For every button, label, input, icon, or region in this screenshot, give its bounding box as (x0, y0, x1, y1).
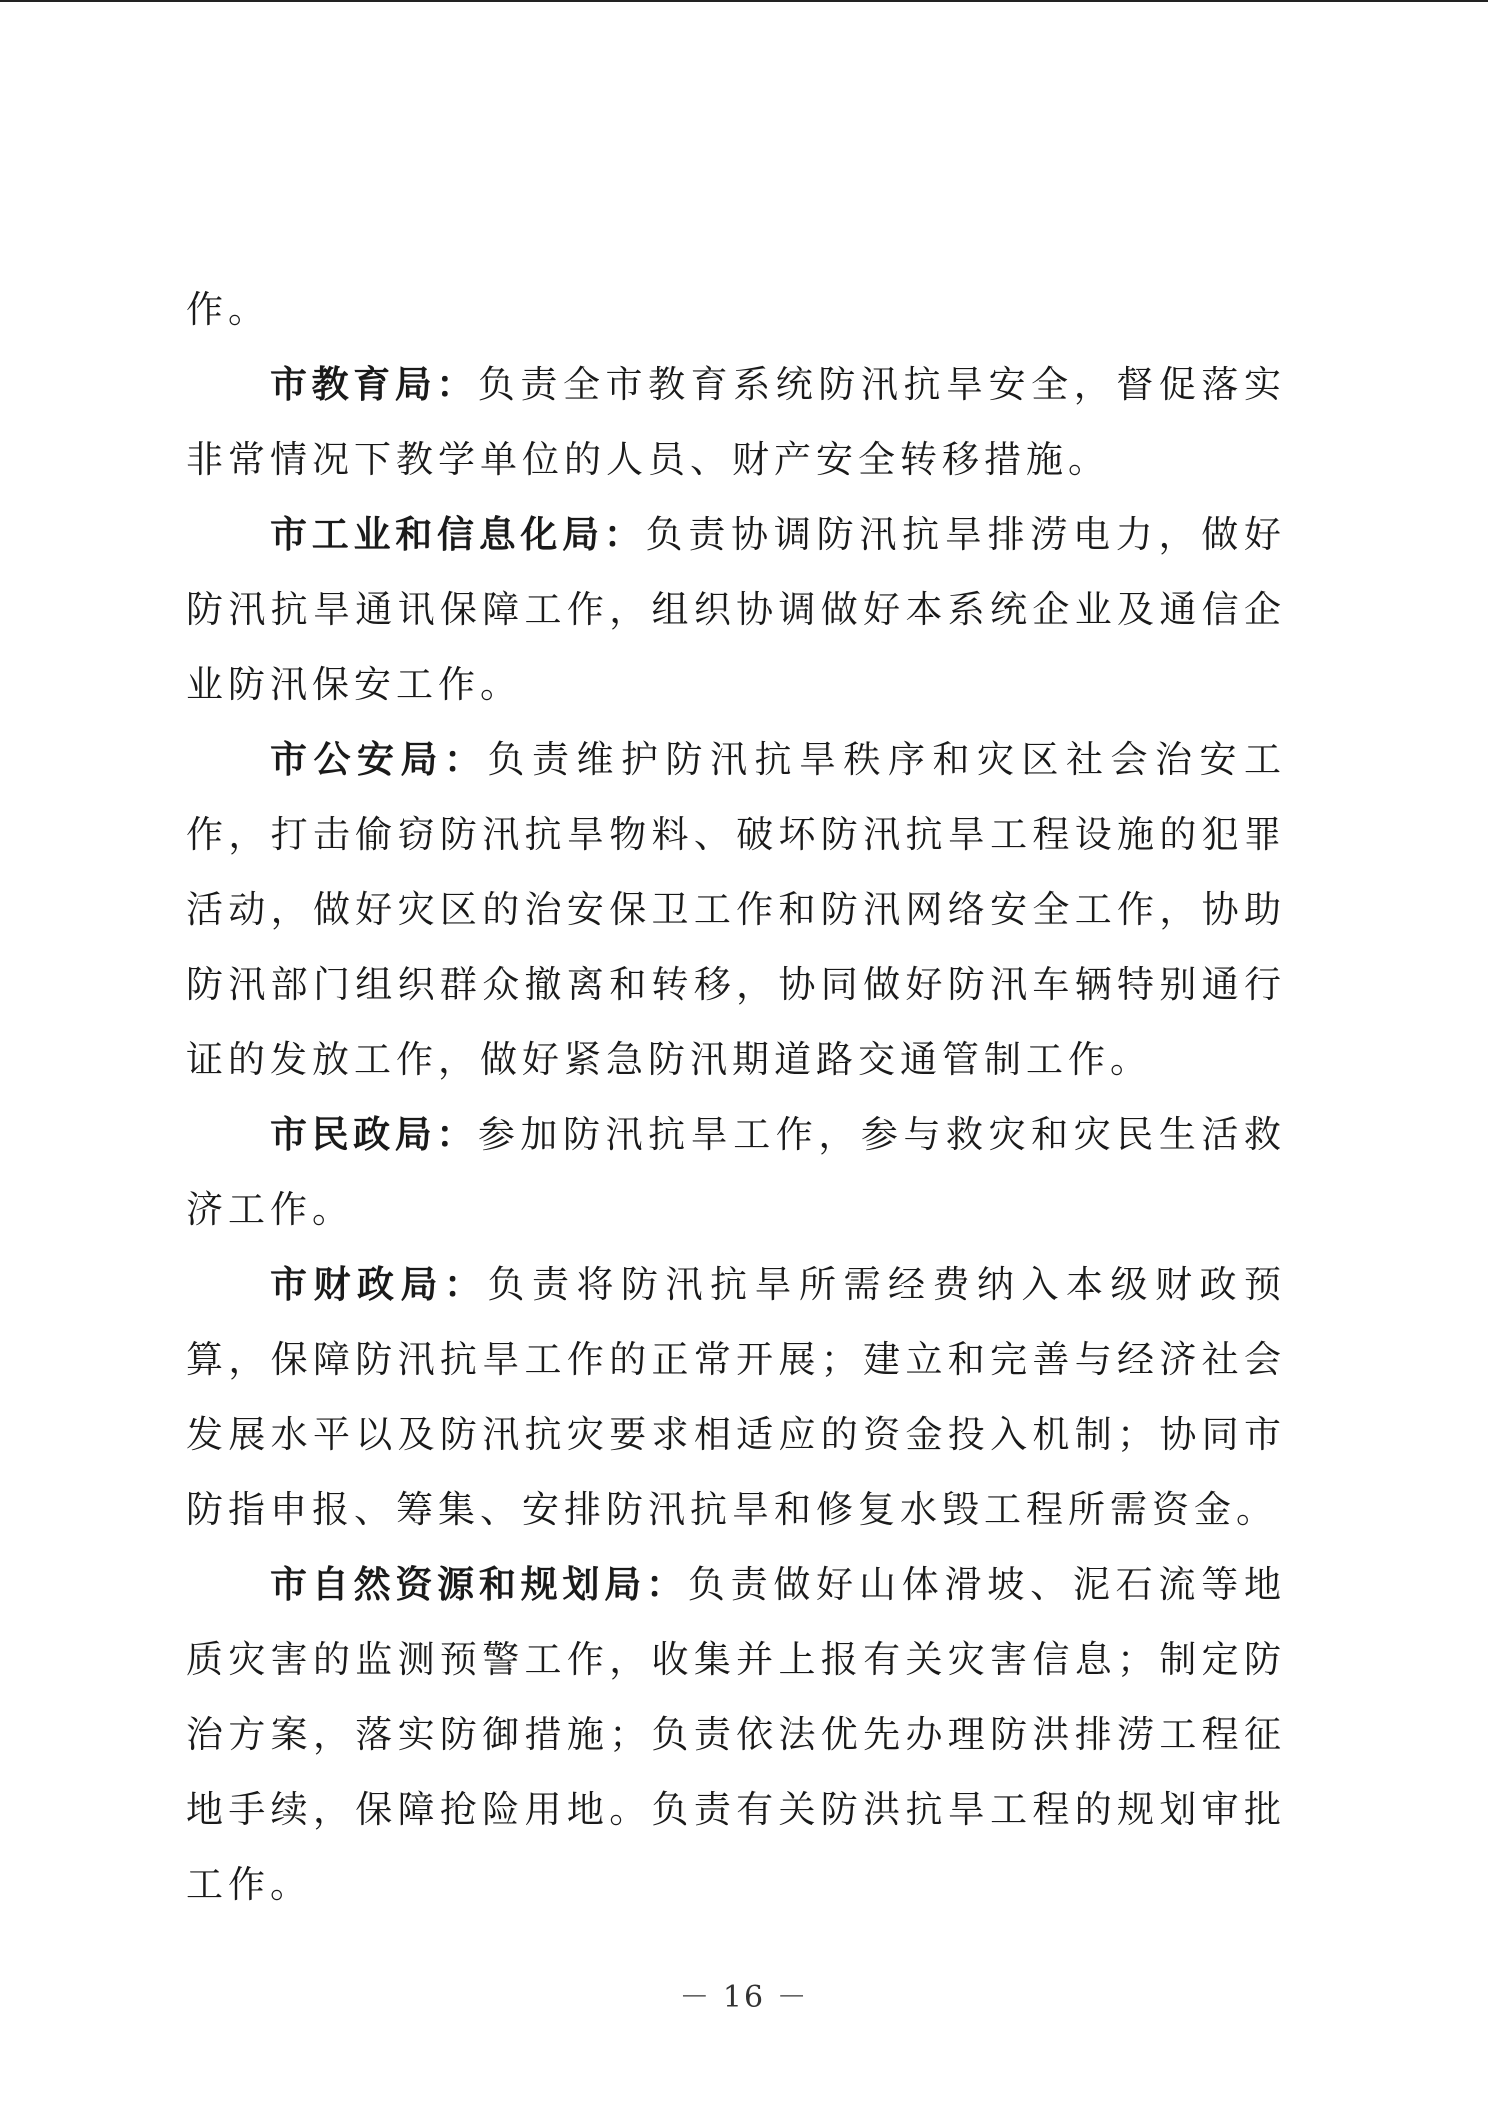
paragraph-civil-affairs-bureau (186, 1097, 1286, 1247)
paragraph-text: 负责做好山体滑坡、泥石流等地质灾害的监测预警工作，收集并上报有关灾害信息；制定防治方案，落实防御措施；负责依法优先办理防洪排涝工程征地手续，保障抢险用地。负责有关防洪抗旱工程的规划审批工作。 (186, 1563, 1287, 1906)
paragraph-text: 参加防汛抗旱工作，参与救灾和灾民生活救济工作。 (186, 1113, 1287, 1231)
paragraph-text: 负责维护防汛抗旱秩序和灾区社会治安工作，打击偷窃防汛抗旱物料、破坏防汛抗旱工程设施的犯罪活动，做好灾区的治安保卫工作和防汛网络安全工作，协助防汛部门组织群众撤离和转移，协同做好防汛车辆特别通行证的发放工作，做好紧急防汛期道路交通管制工作。 (186, 738, 1286, 1081)
dept-heading: 市工业和信息化局： (270, 513, 646, 556)
paragraph-public-security-bureau (186, 722, 1286, 1097)
paragraph-finance-bureau (186, 1247, 1286, 1547)
paragraph-text: 负责协调防汛抗旱排涝电力，做好防汛抗旱通讯保障工作，组织协调做好本系统企业及通信企业防汛保安工作。 (186, 513, 1287, 706)
paragraph-education-bureau (186, 347, 1286, 497)
paragraph-text: 负责将防汛抗旱所需经费纳入本级财政预算，保障防汛抗旱工作的正常开展；建立和完善与经济社会发展水平以及防汛抗灾要求相适应的资金投入机制；协同市防指申报、筹集、安排防汛抗旱和修复水毁工程所需资金。 (186, 1263, 1286, 1531)
dept-heading: 市公安局： (270, 738, 488, 781)
paragraph-text: 负责全市教育系统防汛抗旱安全，督促落实非常情况下教学单位的人员、财产安全转移措施。 (186, 363, 1287, 481)
dept-heading: 市财政局： (270, 1263, 488, 1306)
dept-heading: 市自然资源和规划局： (270, 1563, 688, 1606)
paragraph-industry-it-bureau (186, 497, 1286, 722)
document-body (186, 272, 1286, 1922)
page-number: － 16 － (679, 1980, 809, 2015)
paragraph-continuation (186, 272, 1286, 347)
paragraph-natural-resources-bureau (186, 1547, 1286, 1922)
paragraph-text: 作。 (186, 288, 270, 331)
dept-heading: 市民政局： (270, 1113, 478, 1156)
dept-heading: 市教育局： (270, 363, 478, 406)
